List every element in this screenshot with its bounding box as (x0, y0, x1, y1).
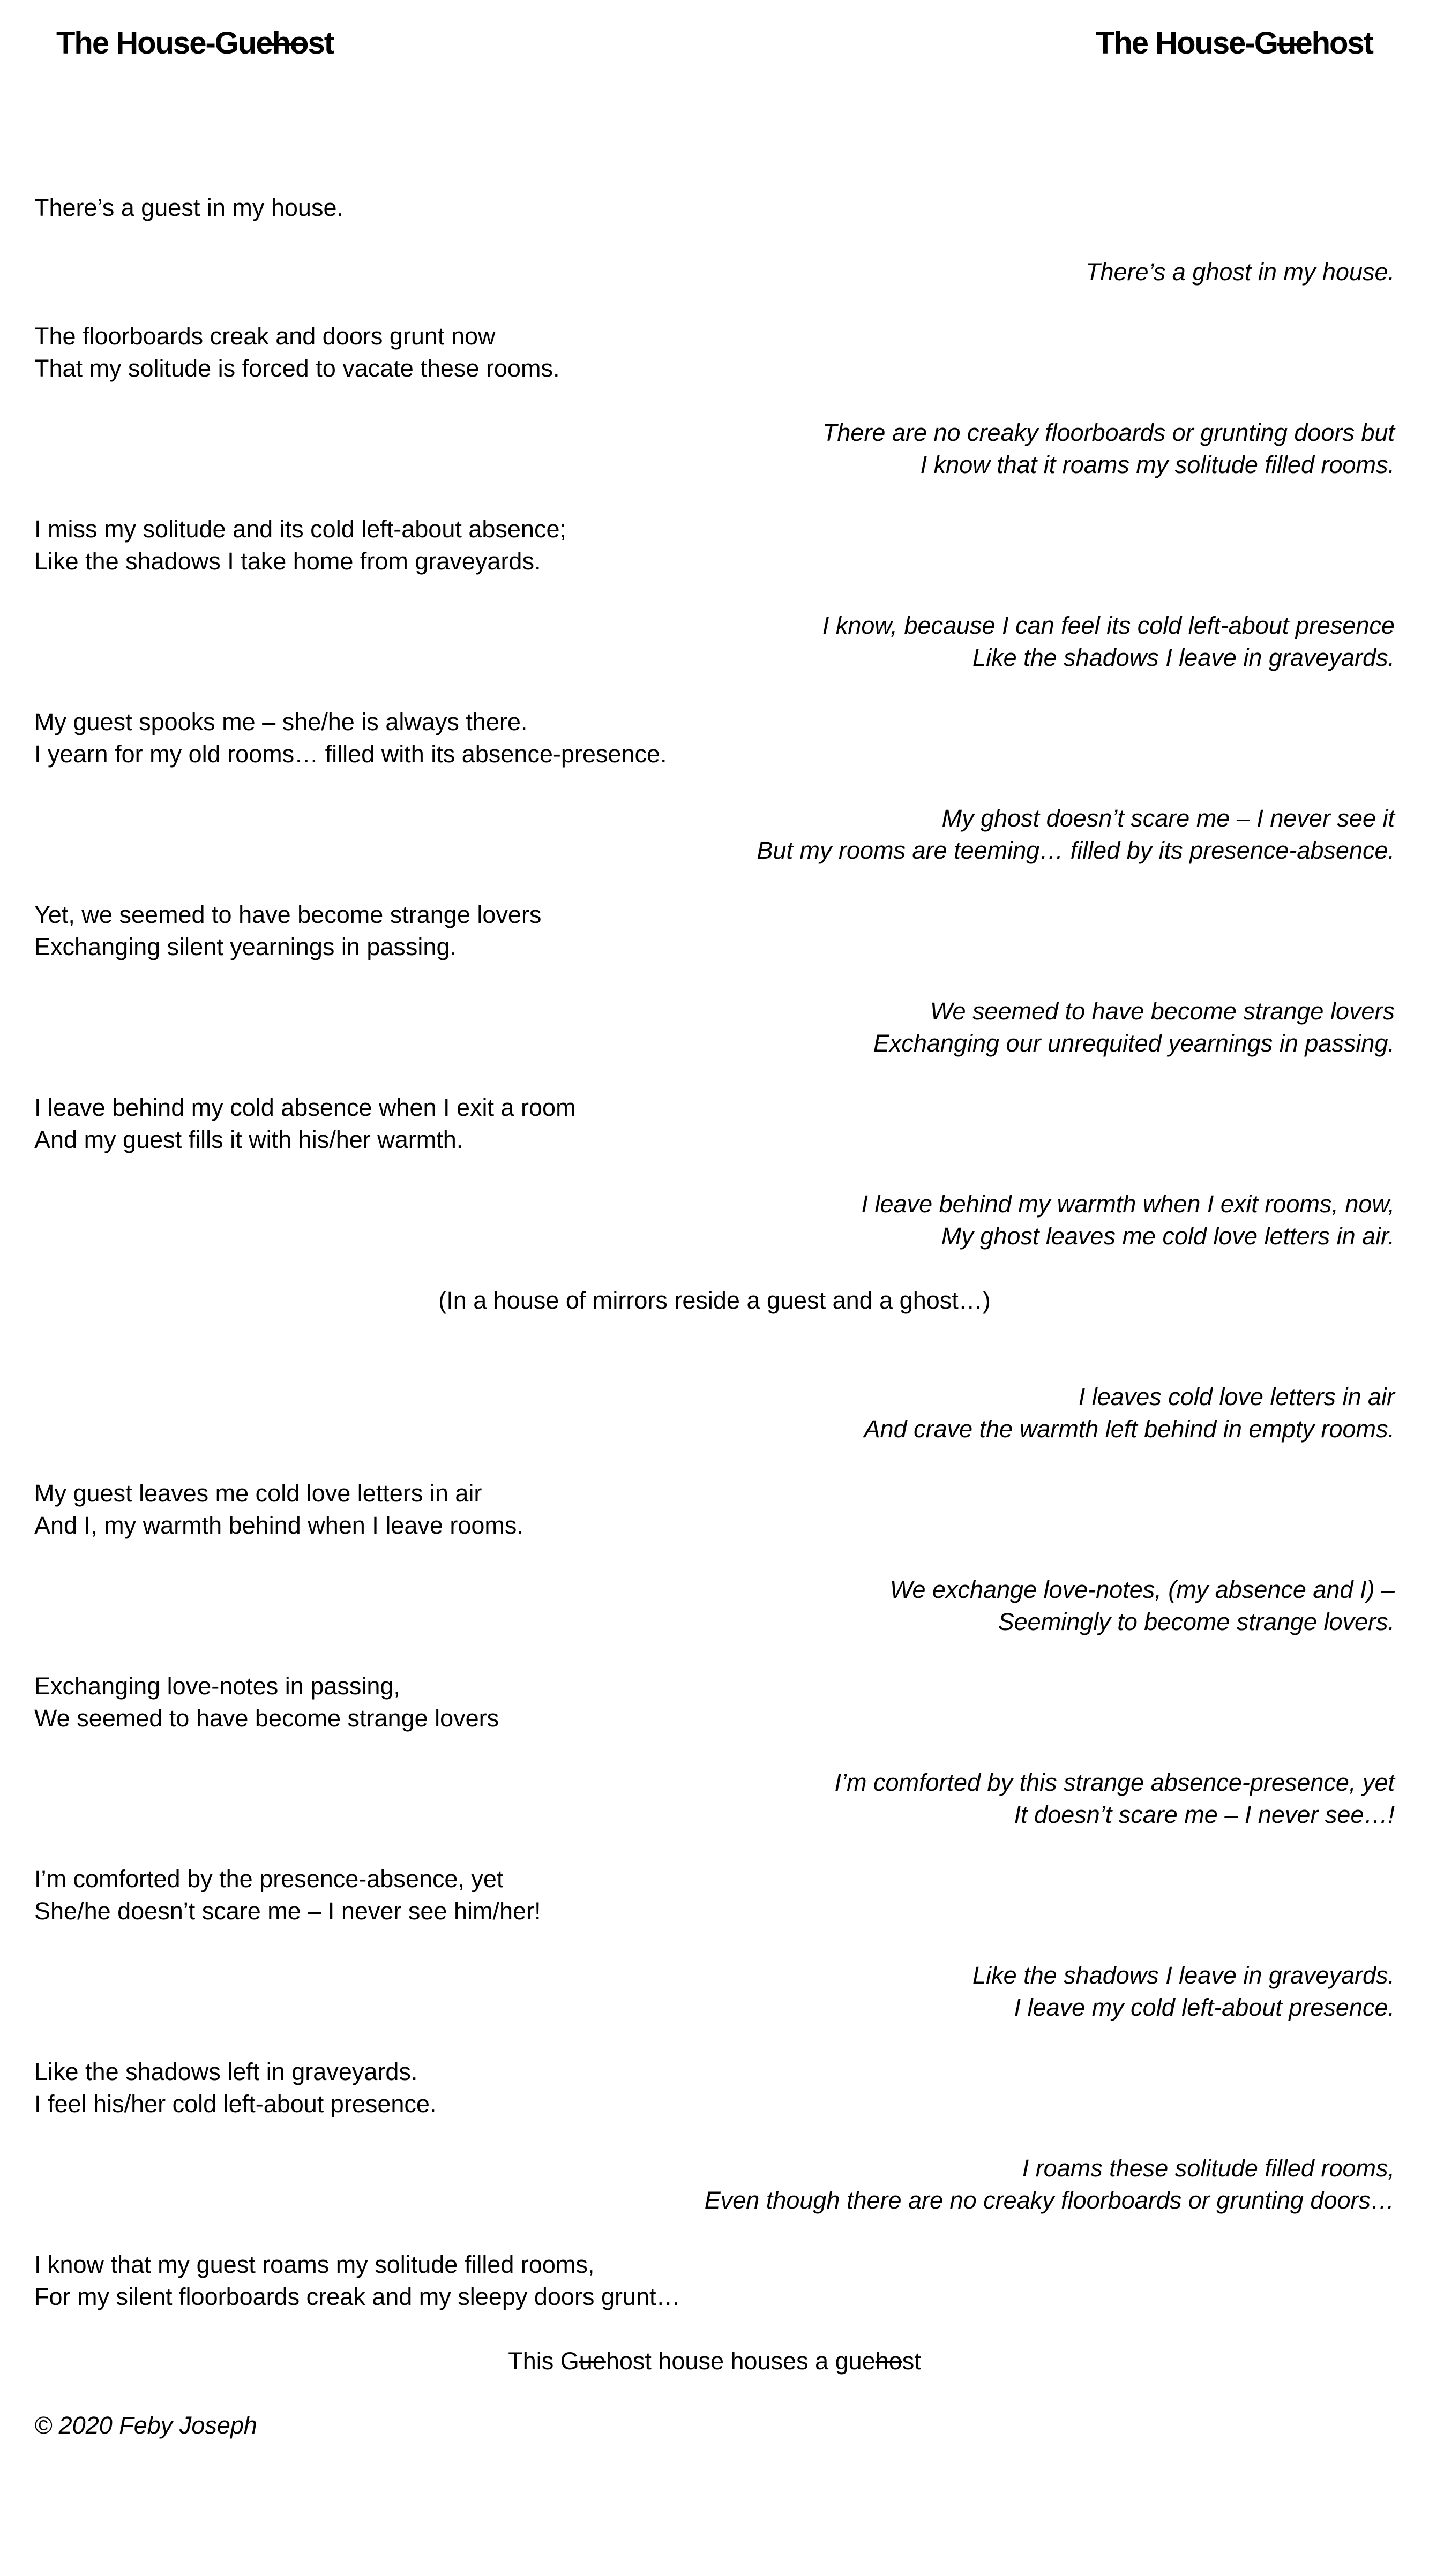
poem-line: I know, because I can feel its cold left-about presence (822, 612, 1395, 639)
interlude-line: (In a house of mirrors reside a guest and a ghost…) (438, 1287, 991, 1314)
guest-stanza (34, 706, 1395, 770)
title-ghost-prefix: The House-G (1095, 26, 1277, 61)
ghost-stanza (34, 1381, 1395, 1445)
poem-line: I know that it roams my solitude filled rooms. (920, 451, 1395, 478)
poem-line: That my solitude is forced to vacate these rooms. (34, 355, 560, 382)
poem-part-one (34, 192, 1395, 1252)
copyright: © 2020 Feby Joseph (34, 2412, 257, 2439)
poem-line: For my silent floorboards creak and my sleepy doors grunt… (34, 2283, 680, 2310)
poem-line: It doesn’t scare me – I never see…! (1014, 1801, 1395, 1828)
ghost-stanza (34, 2152, 1395, 2217)
closing-line (34, 2345, 1395, 2377)
closing-struck-2: ho (875, 2347, 902, 2375)
poem-line: She/he doesn’t scare me – I never see him/her! (34, 1897, 541, 1925)
title-guest (56, 28, 333, 59)
ghost-stanza (34, 1959, 1395, 2024)
poem-line: Like the shadows I leave in graveyards. (972, 1962, 1395, 1989)
guest-stanza (34, 2249, 1395, 2313)
title-guest-suffix: st (308, 26, 334, 61)
poem-line: Exchanging our unrequited yearnings in passing. (873, 1030, 1395, 1057)
closing-part-1: This G (508, 2347, 579, 2375)
poem-line: Seemingly to become strange lovers. (998, 1608, 1395, 1635)
poem-line: Exchanging silent yearnings in passing. (34, 933, 457, 960)
poem-line: I leave my cold left-about presence. (1014, 1994, 1395, 2021)
ghost-stanza (34, 256, 1395, 288)
poem-line: I leave behind my warmth when I exit rooms, now, (861, 1190, 1395, 1218)
closing-struck-1: ue (579, 2347, 606, 2375)
guest-stanza (34, 1863, 1395, 1927)
poem-line: Like the shadows left in graveyards. (34, 2058, 418, 2085)
poem-line: My guest spooks me – she/he is always there. (34, 708, 528, 735)
ghost-stanza (34, 1574, 1395, 1638)
poem-line: We seemed to have become strange lovers (930, 997, 1395, 1025)
guest-stanza (34, 320, 1395, 385)
guest-stanza (34, 513, 1395, 577)
ghost-stanza (34, 1188, 1395, 1252)
title-guest-struck: ho (272, 26, 308, 61)
ghost-stanza (34, 610, 1395, 674)
poem-line: I leave behind my cold absence when I exit a room (34, 1094, 576, 1121)
poem-line: And I, my warmth behind when I leave rooms. (34, 1512, 523, 1539)
poem-line: Like the shadows I leave in graveyards. (972, 644, 1395, 671)
closing-part-3: st (902, 2347, 921, 2375)
poem-line: I feel his/her cold left-about presence. (34, 2090, 437, 2117)
guest-stanza (34, 192, 1395, 224)
title-ghost-suffix: host (1311, 26, 1373, 61)
ghost-stanza (34, 802, 1395, 867)
title-ghost-struck: ue (1277, 26, 1312, 61)
guest-stanza (34, 1670, 1395, 1734)
poem-line: I leaves cold love letters in air (1078, 1383, 1395, 1410)
ghost-stanza (34, 1767, 1395, 1831)
guest-stanza (34, 2056, 1395, 2120)
poem-line: My ghost doesn’t scare me – I never see it (941, 805, 1395, 832)
poem-line: I know that my guest roams my solitude filled rooms, (34, 2251, 595, 2278)
poem-line: We exchange love-notes, (my absence and I) – (889, 1576, 1395, 1603)
poem-line: The floorboards creak and doors grunt now (34, 322, 496, 350)
poem-part-two (34, 1381, 1395, 2313)
guest-stanza (34, 1477, 1395, 1542)
ghost-stanza (34, 995, 1395, 1060)
poem-line: Exchanging love-notes in passing, (34, 1672, 400, 1700)
poem-line: Even though there are no creaky floorboards or grunting doors… (704, 2187, 1395, 2214)
closing-part-2: host house houses a gue (605, 2347, 876, 2375)
title-guest-prefix: The House-Gue (56, 26, 272, 61)
poem-body (34, 192, 1395, 2442)
guest-stanza (34, 899, 1395, 963)
poem-line: And crave the warmth left behind in empty rooms. (864, 1415, 1395, 1443)
poem-line: Yet, we seemed to have become strange lovers (34, 901, 542, 928)
poem-line: I yearn for my old rooms… filled with its absence-presence. (34, 740, 667, 768)
guest-stanza (34, 1092, 1395, 1156)
poem-line: Like the shadows I take home from graveyards. (34, 547, 541, 575)
poem-line: I’m comforted by the presence-absence, yet (34, 1865, 504, 1892)
poem-line: My ghost leaves me cold love letters in air. (941, 1222, 1395, 1250)
poem-line: I miss my solitude and its cold left-about absence; (34, 515, 566, 543)
ghost-stanza (34, 417, 1395, 481)
title-ghost (1096, 28, 1373, 59)
poem-line: My guest leaves me cold love letters in air (34, 1479, 482, 1507)
poem-line: We seemed to have become strange lovers (34, 1704, 499, 1732)
poem-line: There are no creaky floorboards or grunting doors but (822, 419, 1395, 446)
poem-line: I roams these solitude filled rooms, (1022, 2154, 1395, 2182)
poem-line: But my rooms are teeming… filled by its presence-absence. (757, 837, 1395, 864)
poem-line: There’s a guest in my house. (34, 194, 343, 221)
poem-line: There’s a ghost in my house. (1086, 258, 1395, 286)
poem-line: And my guest fills it with his/her warmth. (34, 1126, 463, 1153)
poem-line: I’m comforted by this strange absence-presence, yet (834, 1769, 1395, 1796)
